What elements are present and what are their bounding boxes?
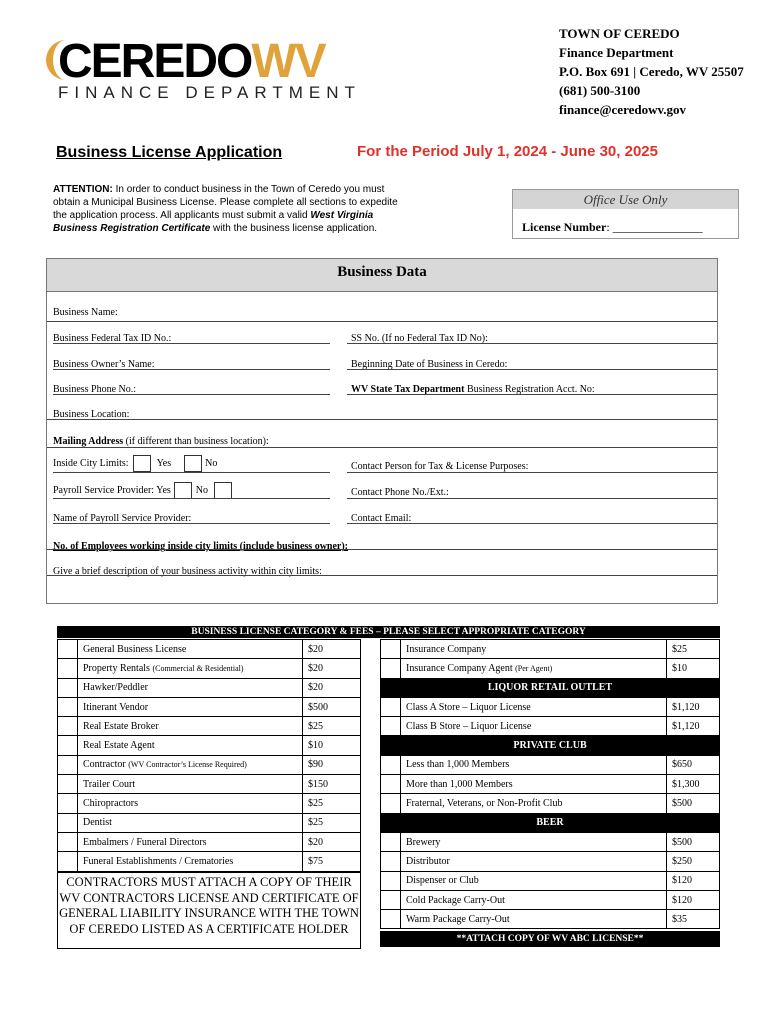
category-label: Dentist — [78, 813, 303, 832]
fee-row — [58, 717, 361, 736]
category-label: Contractor (WV Contractor’s License Required) — [78, 755, 303, 774]
category-fee: $25 — [303, 717, 361, 736]
begin-date-field[interactable]: Beginning Date of Business in Ceredo: — [351, 359, 508, 370]
fee-row — [381, 755, 720, 774]
category-fee: $25 — [303, 813, 361, 832]
fee-row — [58, 775, 361, 794]
category-select-checkbox[interactable] — [381, 697, 401, 716]
category-fee: $250 — [667, 852, 720, 871]
category-fee: $90 — [303, 755, 361, 774]
fee-row — [58, 697, 361, 716]
category-select-checkbox[interactable] — [58, 717, 78, 736]
category-fee: $75 — [303, 852, 361, 871]
postal-address: P.O. Box 691 | Ceredo, WV 25507 — [559, 64, 744, 79]
category-fee: $35 — [667, 910, 720, 929]
fee-row — [58, 678, 361, 697]
category-select-checkbox[interactable] — [58, 852, 78, 871]
federal-tax-id-field[interactable]: Business Federal Tax ID No.: — [53, 333, 172, 344]
category-fee: $25 — [303, 794, 361, 813]
section-title: PRIVATE CLUB — [381, 736, 720, 755]
inside-city-yes-checkbox[interactable] — [133, 455, 151, 472]
fee-row — [381, 852, 720, 871]
category-label: Trailer Court — [78, 775, 303, 794]
payroll-yes-checkbox[interactable] — [174, 482, 192, 499]
mailing-address-field[interactable]: Mailing Address (if different than business location): — [53, 436, 269, 447]
category-label: Class B Store – Liquor License — [401, 717, 667, 736]
inside-city-no-checkbox[interactable] — [184, 455, 202, 472]
category-label: Property Rentals (Commercial & Residential) — [78, 659, 303, 678]
category-label: Embalmers / Funeral Directors — [78, 832, 303, 851]
fee-row — [58, 852, 361, 871]
category-label: Fraternal, Veterans, or Non-Profit Club — [401, 794, 667, 813]
business-description-field[interactable]: Give a brief description of your business activity within city limits: — [53, 566, 322, 577]
fee-row — [381, 890, 720, 909]
category-select-checkbox[interactable] — [58, 813, 78, 832]
fee-row — [381, 775, 720, 794]
category-label: Itinerant Vendor — [78, 697, 303, 716]
ss-number-field[interactable]: SS No. (If no Federal Tax ID No): — [351, 333, 488, 344]
fee-row — [381, 659, 720, 678]
section-title: BEER — [381, 813, 720, 832]
fee-row — [381, 697, 720, 716]
business-data-heading: Business Data — [47, 259, 717, 292]
category-label: Insurance Company — [401, 640, 667, 659]
category-select-checkbox[interactable] — [58, 659, 78, 678]
category-label: Class A Store – Liquor License — [401, 697, 667, 716]
category-select-checkbox[interactable] — [381, 775, 401, 794]
owner-name-field[interactable]: Business Owner’s Name: — [53, 359, 155, 370]
business-name-field[interactable]: Business Name: — [53, 307, 118, 318]
category-select-checkbox[interactable] — [381, 832, 401, 851]
fee-row — [381, 794, 720, 813]
category-fee: $500 — [667, 794, 720, 813]
category-label: More than 1,000 Members — [401, 775, 667, 794]
category-select-checkbox[interactable] — [58, 832, 78, 851]
right-fee-table — [380, 639, 720, 929]
category-label: Hawker/Peddler — [78, 678, 303, 697]
phone-number: (681) 500-3100 — [559, 83, 641, 98]
category-fee: $10 — [667, 659, 720, 678]
fee-section-header — [381, 813, 720, 832]
contact-email-field[interactable]: Contact Email: — [351, 513, 412, 524]
business-location-field[interactable]: Business Location: — [53, 409, 130, 420]
category-fee: $120 — [667, 871, 720, 890]
category-select-checkbox[interactable] — [58, 697, 78, 716]
payroll-no-checkbox[interactable] — [214, 482, 232, 499]
category-label: Real Estate Agent — [78, 736, 303, 755]
category-fee: $650 — [667, 755, 720, 774]
category-fee: $1,120 — [667, 697, 720, 716]
section-title: LIQUOR RETAIL OUTLET — [381, 678, 720, 697]
category-fee: $500 — [667, 832, 720, 851]
fee-row — [58, 640, 361, 659]
category-select-checkbox[interactable] — [58, 775, 78, 794]
fee-section-header — [381, 678, 720, 697]
category-select-checkbox[interactable] — [58, 736, 78, 755]
attention-notice: ATTENTION: In order to conduct business in the Town of Ceredo you must obtain a Municipal Business License. Please complete all sections to expedite the application process. All applicants must submit a valid West Virginia Business Registration Certificate with the business license application. — [53, 184, 398, 234]
fee-section-header — [381, 736, 720, 755]
category-fee: $500 — [303, 697, 361, 716]
category-fee: $20 — [303, 659, 361, 678]
category-label: General Business License — [78, 640, 303, 659]
category-select-checkbox[interactable] — [381, 890, 401, 909]
page-title: Business License Application — [56, 144, 283, 161]
category-label: Warm Package Carry-Out — [401, 910, 667, 929]
header-address — [559, 24, 744, 119]
license-number-field: License Number: _______________ — [522, 220, 703, 234]
category-label: Less than 1,000 Members — [401, 755, 667, 774]
category-select-checkbox[interactable] — [381, 794, 401, 813]
category-fee: $20 — [303, 678, 361, 697]
fee-row — [381, 871, 720, 890]
contact-person-field[interactable]: Contact Person for Tax & License Purposes: — [351, 461, 529, 472]
category-select-checkbox[interactable] — [58, 640, 78, 659]
category-select-checkbox[interactable] — [381, 871, 401, 890]
office-use-title: Office Use Only — [513, 190, 738, 209]
category-label: Real Estate Broker — [78, 717, 303, 736]
category-fee: $20 — [303, 640, 361, 659]
business-data-section — [46, 258, 718, 604]
category-fee: $25 — [667, 640, 720, 659]
category-fee: $1,120 — [667, 717, 720, 736]
contact-phone-field[interactable]: Contact Phone No./Ext.: — [351, 487, 449, 498]
fee-row — [58, 659, 361, 678]
category-label: Cold Package Carry-Out — [401, 890, 667, 909]
category-fee: $120 — [667, 890, 720, 909]
ceredo-logo — [46, 36, 366, 106]
office-use-box — [512, 189, 739, 239]
fee-row — [58, 813, 361, 832]
employee-count-field[interactable]: No. of Employees working inside city limits (include business owner): — [53, 541, 349, 552]
category-select-checkbox[interactable] — [381, 755, 401, 774]
abc-license-note: **ATTACH COPY OF WV ABC LICENSE** — [380, 931, 720, 947]
left-fee-table — [57, 639, 361, 872]
category-label: Insurance Company Agent (Per Agent) — [401, 659, 667, 678]
fee-row — [58, 736, 361, 755]
fee-table-heading: BUSINESS LICENSE CATEGORY & FEES – PLEASE SELECT APPROPRIATE CATEGORY — [57, 626, 720, 638]
fee-row — [58, 755, 361, 774]
category-select-checkbox[interactable] — [381, 717, 401, 736]
payroll-provider-field: Payroll Service Provider: Yes No — [53, 482, 232, 499]
fee-row — [381, 717, 720, 736]
category-select-checkbox[interactable] — [58, 678, 78, 697]
category-select-checkbox[interactable] — [381, 910, 401, 929]
category-label: Dispenser or Club — [401, 871, 667, 890]
category-label: Chiropractors — [78, 794, 303, 813]
fee-row — [58, 832, 361, 851]
inside-city-limits-field: Inside City Limits: Yes No — [53, 455, 217, 472]
email-address[interactable]: finance@ceredowv.gov — [559, 102, 687, 117]
business-phone-field[interactable]: Business Phone No.: — [53, 384, 137, 395]
payroll-provider-name-field[interactable]: Name of Payroll Service Provider: — [53, 513, 192, 524]
license-period: For the Period July 1, 2024 - June 30, 2025 — [357, 143, 658, 160]
category-fee: $10 — [303, 736, 361, 755]
category-select-checkbox[interactable] — [381, 852, 401, 871]
logo-subtitle: FINANCE DEPARTMENT — [58, 83, 361, 102]
wv-tax-account-field[interactable]: WV State Tax Department Business Registration Acct. No: — [351, 384, 595, 395]
contractor-note: CONTRACTORS MUST ATTACH A COPY OF THEIR WV CONTRACTORS LICENSE AND CERTIFICATE OF GENERAL LIABILITY INSURANCE WITH THE TOWN OF CEREDO LISTED AS A CERTIFICATE HOLDER — [57, 872, 361, 949]
fee-row — [381, 640, 720, 659]
logo-wordmark: CEREDOWV — [58, 35, 325, 88]
category-fee: $20 — [303, 832, 361, 851]
category-select-checkbox[interactable] — [381, 640, 401, 659]
category-label: Funeral Establishments / Crematories — [78, 852, 303, 871]
category-select-checkbox[interactable] — [58, 794, 78, 813]
category-label: Brewery — [401, 832, 667, 851]
fee-row — [381, 832, 720, 851]
department-name: Finance Department — [559, 45, 674, 60]
fee-row — [58, 794, 361, 813]
category-fee: $150 — [303, 775, 361, 794]
category-select-checkbox[interactable] — [58, 755, 78, 774]
category-fee: $1,300 — [667, 775, 720, 794]
category-select-checkbox[interactable] — [381, 659, 401, 678]
category-label: Distributor — [401, 852, 667, 871]
town-name: TOWN OF CEREDO — [559, 26, 680, 41]
fee-row — [381, 910, 720, 929]
